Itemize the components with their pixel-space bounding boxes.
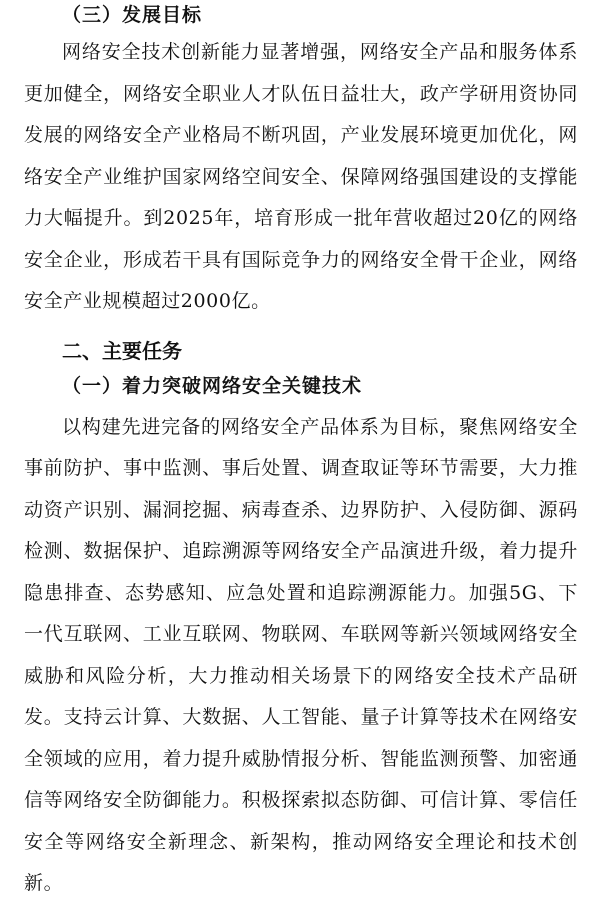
task-one-paragraph: 以构建先进完备的网络安全产品体系为目标，聚焦网络安全事前防护、事中监测、事后处置、调查取证等环节需要，大力推动资产识别、漏洞挖掘、病毒查杀、边界防护、入侵防御、源码检测、数据保护、追踪溯源等网络安全产品演进升级，着力提升隐患排查、态势感知、应急处置和追踪溯源能力。加强5G、下一代互联网、工业互联网、物联网、车联网等新兴领域网络安全威胁和风险分析，大力推动相关场景下的网络安全技术产品研发。支持云计算、大数据、人工智能、量子计算等技术在网络安全领域的应用，着力提升威胁情报分析、智能监测预警、加密通信等网络安全防御能力。积极探索拟态防御、可信计算、零信任安全等网络安全新理念、新架构，推动网络安全理论和技术创新。 [24,415,578,894]
development-goals-paragraph: 网络安全技术创新能力显著增强，网络安全产品和服务体系更加健全，网络安全职业人才队伍日益壮大，政产学研用资协同发展的网络安全产业格局不断巩固，产业发展环境更加优化，网络安全产业维护国家网络空间安全、保障网络强国建设的支撑能力大幅提升。到2025年，培育形成一批年营收超过20亿的网络安全企业，形成若干具有国际竞争力的网络安全骨干企业，网络安全产业规模超过2000亿。 [24,41,578,312]
development-goals-heading: （三）发展目标 [62,4,203,26]
task-one-heading: （一）着力突破网络安全关键技术 [62,374,363,397]
main-tasks-heading: 二、主要任务 [62,338,182,363]
